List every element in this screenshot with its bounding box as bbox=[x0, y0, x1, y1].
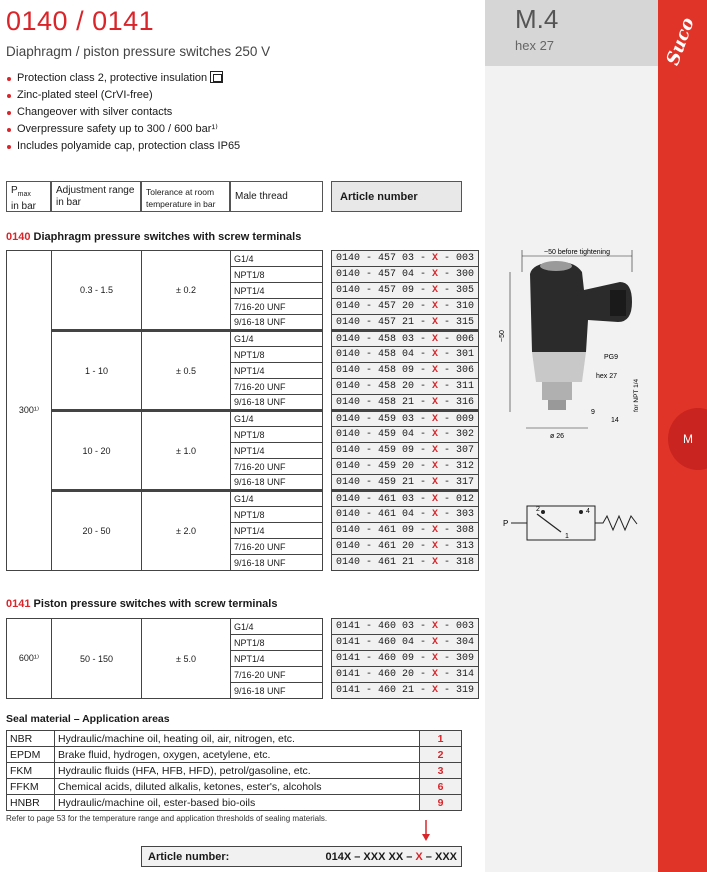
drawing-pg: PG9 bbox=[604, 354, 619, 361]
thread-cell: G1/4 bbox=[231, 331, 323, 347]
article-number-cell: 0140 - 458 20 - X - 311 bbox=[332, 379, 479, 395]
arrow-down-icon bbox=[421, 820, 431, 842]
article-row bbox=[332, 395, 479, 411]
header-article-number: Article number bbox=[331, 181, 462, 212]
article-number-cell: 0141 - 460 20 - X - 314 bbox=[332, 667, 479, 683]
article-number-cell: 0141 - 460 03 - X - 003 bbox=[332, 619, 479, 635]
drawing-top-dim: ~50 before tightening bbox=[544, 249, 610, 256]
seal-row bbox=[7, 779, 462, 795]
article-list-0140 bbox=[331, 250, 479, 571]
header-tolerance: Tolerance at room temperature in bar bbox=[141, 181, 230, 212]
seal-code-cell: FFKM bbox=[7, 779, 55, 795]
article-number-cell: 0141 - 460 09 - X - 309 bbox=[332, 651, 479, 667]
article-number-cell: 0140 - 461 04 - X - 303 bbox=[332, 507, 479, 523]
page-subtitle: Diaphragm / piston pressure switches 250 V bbox=[6, 44, 271, 59]
seal-row bbox=[7, 731, 462, 747]
range-cell: 10 - 20 bbox=[52, 411, 142, 491]
section-0141-title: 0141 Piston pressure switches with screw terminals bbox=[6, 598, 278, 610]
article-row bbox=[332, 635, 479, 651]
thread-cell: NPT1/8 bbox=[231, 507, 323, 523]
article-number-cell: 0140 - 459 09 - X - 307 bbox=[332, 443, 479, 459]
range-cell: 20 - 50 bbox=[52, 491, 142, 571]
article-row bbox=[332, 427, 479, 443]
article-number-cell: 0140 - 459 21 - X - 317 bbox=[332, 475, 479, 491]
header-pmax: $P_{max}$ in bar bbox=[6, 181, 51, 212]
article-number-cell: 0140 - 461 03 - X - 012 bbox=[332, 491, 479, 507]
seal-row bbox=[7, 747, 462, 763]
table-row bbox=[7, 491, 323, 507]
tolerance-cell: ± 0.2 bbox=[142, 251, 231, 331]
article-number-cell: 0140 - 457 03 - X - 003 bbox=[332, 251, 479, 267]
article-row bbox=[332, 411, 479, 427]
thread-cell: G1/4 bbox=[231, 251, 323, 267]
article-row bbox=[332, 267, 479, 283]
thread-cell: NPT1/4 bbox=[231, 443, 323, 459]
drawing-npt: for NPT 1/4 bbox=[633, 378, 640, 412]
protection-class-2-icon bbox=[210, 71, 223, 83]
seal-number-cell: 6 bbox=[420, 779, 462, 795]
seal-title: Seal material – Application areas bbox=[6, 713, 170, 725]
pmax-cell: 300¹⁾ bbox=[7, 251, 52, 571]
thread-cell: 9/16-18 UNF bbox=[231, 555, 323, 571]
article-row bbox=[332, 379, 479, 395]
article-row bbox=[332, 667, 479, 683]
drawing-diameter: ø 26 bbox=[549, 433, 565, 440]
drawing-height-dim: ~50 bbox=[499, 330, 506, 342]
table-row bbox=[7, 619, 323, 635]
thread-cell: G1/4 bbox=[231, 619, 323, 635]
seal-code-cell: FKM bbox=[7, 763, 55, 779]
symbol-n4: 4 bbox=[586, 508, 590, 515]
article-list-0141 bbox=[331, 618, 479, 699]
thread-cell: 7/16-20 UNF bbox=[231, 459, 323, 475]
article-row bbox=[332, 459, 479, 475]
article-row bbox=[332, 347, 479, 363]
feature-item: Includes polyamide cap, protection class IP65 bbox=[6, 138, 240, 155]
article-row bbox=[332, 491, 479, 507]
article-row bbox=[332, 539, 479, 555]
article-row bbox=[332, 475, 479, 491]
drawing-dim-9: 9 bbox=[591, 409, 595, 416]
article-number-cell: 0141 - 460 04 - X - 304 bbox=[332, 635, 479, 651]
range-cell: 0.3 - 1.5 bbox=[52, 251, 142, 331]
article-number-key: Article number: 014X – XXX XX – X – XXX bbox=[141, 846, 462, 867]
feature-list bbox=[6, 70, 240, 155]
article-number-cell: 0140 - 459 04 - X - 302 bbox=[332, 427, 479, 443]
seal-number-cell: 1 bbox=[420, 731, 462, 747]
header-adjustment: Adjustment range in bar bbox=[51, 181, 141, 212]
suco-logo bbox=[660, 12, 704, 70]
article-number-cell: 0140 - 458 04 - X - 301 bbox=[332, 347, 479, 363]
article-number-cell: 0140 - 461 20 - X - 313 bbox=[332, 539, 479, 555]
article-number-cell: 0140 - 459 03 - X - 009 bbox=[332, 411, 479, 427]
article-number-cell: 0140 - 458 21 - X - 316 bbox=[332, 395, 479, 411]
seal-footnote: Refer to page 53 for the temperature range and application thresholds of sealing materials. bbox=[6, 814, 328, 823]
switch-symbol bbox=[497, 498, 657, 548]
article-number-cell: 0140 - 457 21 - X - 315 bbox=[332, 315, 479, 331]
seal-desc-cell: Chemical acids, diluted alkalis, ketones, ester's, alcohols bbox=[55, 779, 420, 795]
article-number-cell: 0141 - 460 21 - X - 319 bbox=[332, 683, 479, 699]
chapter-tab-letter: M bbox=[683, 432, 693, 446]
drawing-dim-14: 14 bbox=[611, 417, 619, 424]
seal-desc-cell: Hydraulic fluids (HFA, HFB, HFD), petrol/gasoline, etc. bbox=[55, 763, 420, 779]
article-row bbox=[332, 283, 479, 299]
tolerance-cell: ± 0.5 bbox=[142, 331, 231, 411]
article-number-cell: 0140 - 457 09 - X - 305 bbox=[332, 283, 479, 299]
thread-cell: 7/16-20 UNF bbox=[231, 539, 323, 555]
article-row bbox=[332, 315, 479, 331]
thread-cell: 9/16-18 UNF bbox=[231, 683, 323, 699]
hex-size: hex 27 bbox=[515, 38, 555, 53]
article-number-cell: 0140 - 461 09 - X - 308 bbox=[332, 523, 479, 539]
thread-cell: NPT1/8 bbox=[231, 427, 323, 443]
thread-cell: NPT1/8 bbox=[231, 347, 323, 363]
thread-cell: G1/4 bbox=[231, 491, 323, 507]
drawing-hex: hex 27 bbox=[596, 373, 618, 380]
seal-number-cell: 9 bbox=[420, 795, 462, 811]
symbol-n1: 1 bbox=[565, 533, 569, 540]
table-0141 bbox=[6, 618, 323, 699]
article-row bbox=[332, 251, 479, 267]
thread-cell: NPT1/4 bbox=[231, 651, 323, 667]
table-row bbox=[7, 251, 323, 267]
feature-item: Changeover with silver contacts bbox=[6, 104, 240, 121]
thread-cell: NPT1/8 bbox=[231, 267, 323, 283]
seal-number-cell: 2 bbox=[420, 747, 462, 763]
product-drawing bbox=[492, 232, 652, 452]
article-number-cell: 0140 - 457 20 - X - 310 bbox=[332, 299, 479, 315]
thread-cell: NPT1/4 bbox=[231, 523, 323, 539]
tolerance-cell: ± 5.0 bbox=[142, 619, 231, 699]
thread-cell: NPT1/4 bbox=[231, 283, 323, 299]
tolerance-cell: ± 2.0 bbox=[142, 491, 231, 571]
seal-code-cell: HNBR bbox=[7, 795, 55, 811]
symbol-n2: 2 bbox=[536, 506, 540, 513]
seal-code-cell: EPDM bbox=[7, 747, 55, 763]
seal-table bbox=[6, 730, 462, 811]
article-row bbox=[332, 683, 479, 699]
article-number-cell: 0140 - 459 20 - X - 312 bbox=[332, 459, 479, 475]
article-row bbox=[332, 555, 479, 571]
thread-cell: 7/16-20 UNF bbox=[231, 299, 323, 315]
thread-cell: NPT1/4 bbox=[231, 363, 323, 379]
range-cell: 1 - 10 bbox=[52, 331, 142, 411]
thread-cell: 9/16-18 UNF bbox=[231, 395, 323, 411]
feature-item: Overpressure safety up to 300 / 600 bar¹⁾ bbox=[6, 121, 240, 138]
article-number-cell: 0140 - 461 21 - X - 318 bbox=[332, 555, 479, 571]
svg-text:Suco: Suco bbox=[662, 14, 699, 69]
seal-desc-cell: Hydraulic/machine oil, heating oil, air, nitrogen, etc. bbox=[55, 731, 420, 747]
table-row bbox=[7, 331, 323, 347]
seal-desc-cell: Hydraulic/machine oil, ester-based bio-oils bbox=[55, 795, 420, 811]
seal-row bbox=[7, 795, 462, 811]
section-code: M.4 bbox=[515, 4, 559, 34]
symbol-p: P bbox=[503, 519, 509, 528]
seal-desc-cell: Brake fluid, hydrogen, oxygen, acetylene, etc. bbox=[55, 747, 420, 763]
feature-item: Protection class 2, protective insulation bbox=[6, 70, 240, 87]
table-row bbox=[7, 411, 323, 427]
table-0140 bbox=[6, 250, 323, 571]
thread-cell: NPT1/8 bbox=[231, 635, 323, 651]
article-number-cell: 0140 - 458 03 - X - 006 bbox=[332, 331, 479, 347]
pmax-cell: 600¹⁾ bbox=[7, 619, 52, 699]
seal-code-cell: NBR bbox=[7, 731, 55, 747]
thread-cell: G1/4 bbox=[231, 411, 323, 427]
tolerance-cell: ± 1.0 bbox=[142, 411, 231, 491]
header-thread: Male thread bbox=[230, 181, 323, 212]
article-row bbox=[332, 331, 479, 347]
thread-cell: 9/16-18 UNF bbox=[231, 315, 323, 331]
article-number-cell: 0140 - 457 04 - X - 300 bbox=[332, 267, 479, 283]
feature-item: Zinc-plated steel (CrVI-free) bbox=[6, 87, 240, 104]
page-title: 0140 / 0141 bbox=[6, 6, 155, 36]
article-row bbox=[332, 619, 479, 635]
article-row bbox=[332, 651, 479, 667]
thread-cell: 7/16-20 UNF bbox=[231, 379, 323, 395]
article-row bbox=[332, 299, 479, 315]
article-row bbox=[332, 523, 479, 539]
section-0140-title: 0140 Diaphragm pressure switches with screw terminals bbox=[6, 231, 302, 243]
thread-cell: 7/16-20 UNF bbox=[231, 667, 323, 683]
range-cell: 50 - 150 bbox=[52, 619, 142, 699]
seal-number-cell: 3 bbox=[420, 763, 462, 779]
article-row bbox=[332, 507, 479, 523]
article-number-cell: 0140 - 458 09 - X - 306 bbox=[332, 363, 479, 379]
sidebar-header-band bbox=[485, 0, 658, 66]
article-row bbox=[332, 363, 479, 379]
seal-row bbox=[7, 763, 462, 779]
article-row bbox=[332, 443, 479, 459]
thread-cell: 9/16-18 UNF bbox=[231, 475, 323, 491]
